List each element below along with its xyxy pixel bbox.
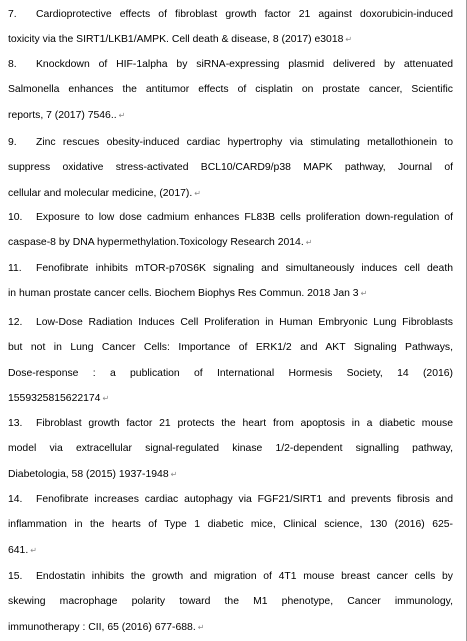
reference-line: 7. Cardioprotective effects of fibroblast growth factor 21 against doxorubicin-induced — [8, 2, 453, 27]
reference-line: 15. Endostatin inhibits the growth and migration of 4T1 mouse breast cancer cells by — [8, 564, 453, 589]
reference-line: immunotherapy : CII, 65 (2016) 677-688. ↵ — [8, 621, 205, 633]
reference-number: 7. — [8, 9, 17, 20]
reference-line: toxicity via the SIRT1/LKB1/AMPK. Cell death & disease, 8 (2017) e3018 ↵ — [8, 34, 353, 46]
paragraph-mark-icon: ↵ — [194, 188, 201, 198]
paragraph-mark-icon: ↵ — [197, 622, 205, 632]
reference-line: 13. Fibroblast growth factor 21 protects the heart from apoptosis in a diabetic mouse — [8, 411, 453, 436]
reference-8 — [8, 52, 453, 128]
reference-line: 14. Fenofibrate increases cardiac autophagy via FGF21/SIRT1 and prevents fibrosis and — [8, 487, 453, 512]
reference-line: cellular and molecular medicine, (2017). ↵ — [8, 187, 201, 199]
reference-line: in human prostate cancer cells. Biochem Biophys Res Commun. 2018 Jan 3 ↵ — [8, 288, 368, 300]
reference-7 — [8, 2, 453, 53]
reference-13 — [8, 411, 453, 487]
reference-number: 14. — [8, 494, 23, 505]
reference-number: 15. — [8, 571, 23, 582]
reference-line: Diabetologia, 58 (2015) 1937-1948 ↵ — [8, 468, 178, 480]
paragraph-mark-icon: ↵ — [360, 289, 368, 299]
reference-line: suppress oxidative stress-activated BCL10/CARD9/p38 MAPK pathway, Journal of — [8, 162, 453, 174]
reference-line: Salmonella enhances the antitumor effects of cisplatin on prostate cancer, Scientific — [8, 84, 453, 96]
reference-number: 11. — [8, 263, 22, 274]
reference-number: 9. — [8, 137, 17, 148]
reference-line: 9. Zinc rescues obesity-induced cardiac hypertrophy via stimulating metallothionein to — [8, 130, 453, 155]
reference-line: inflammation in the hearts of Type 1 diabetic mice, Clinical science, 130 (2016) 625- — [8, 519, 453, 531]
reference-line: Dose-response : a publication of International Hormesis Society, 14 (2016) — [8, 367, 453, 379]
reference-line: caspase-8 by DNA hypermethylation.Toxicology Research 2014. ↵ — [8, 237, 313, 249]
paragraph-mark-icon: ↵ — [345, 35, 353, 45]
reference-line: reports, 7 (2017) 7546.. ↵ — [8, 109, 126, 121]
reference-line: 1559325815622174 ↵ — [8, 393, 110, 405]
reference-number: 12. — [8, 317, 23, 328]
reference-number: 8. — [8, 59, 17, 70]
reference-line: model via extracellular signal-regulated kinase 1/2-dependent signalling pathway, — [8, 443, 453, 455]
reference-line: 11. Fenofibrate inhibits mTOR-p70S6K signaling and simultaneously induces cell death — [8, 256, 453, 281]
reference-12 — [8, 310, 453, 412]
reference-line: skewing macrophage polarity toward the M1 phenotype, Cancer immunology, — [8, 596, 453, 608]
reference-line: 10. Exposure to low dose cadmium enhances FL83B cells proliferation down-regulation of — [8, 205, 453, 230]
reference-14 — [8, 487, 453, 563]
paragraph-mark-icon: ↵ — [170, 469, 178, 479]
reference-15 — [8, 564, 453, 640]
paragraph-mark-icon: ↵ — [305, 238, 313, 248]
reference-line: 12. Low-Dose Radiation Induces Cell Proliferation in Human Embryonic Lung Fibroblasts — [8, 310, 453, 335]
paragraph-mark-icon: ↵ — [102, 394, 110, 404]
reference-line: but not in Lung Cancer Cells: Importance of ERK1/2 and AKT Signaling Pathways, — [8, 342, 453, 354]
reference-9 — [8, 130, 453, 206]
reference-line: 8. Knockdown of HIF-1alpha by siRNA-expressing plasmid delivered by attenuated — [8, 52, 453, 77]
reference-10 — [8, 205, 453, 256]
reference-line: 641. ↵ — [8, 544, 37, 556]
paragraph-mark-icon: ↵ — [118, 110, 126, 120]
reference-number: 10. — [8, 212, 23, 223]
reference-11 — [8, 256, 453, 307]
paragraph-mark-icon: ↵ — [30, 545, 37, 555]
reference-number: 13. — [8, 418, 23, 429]
